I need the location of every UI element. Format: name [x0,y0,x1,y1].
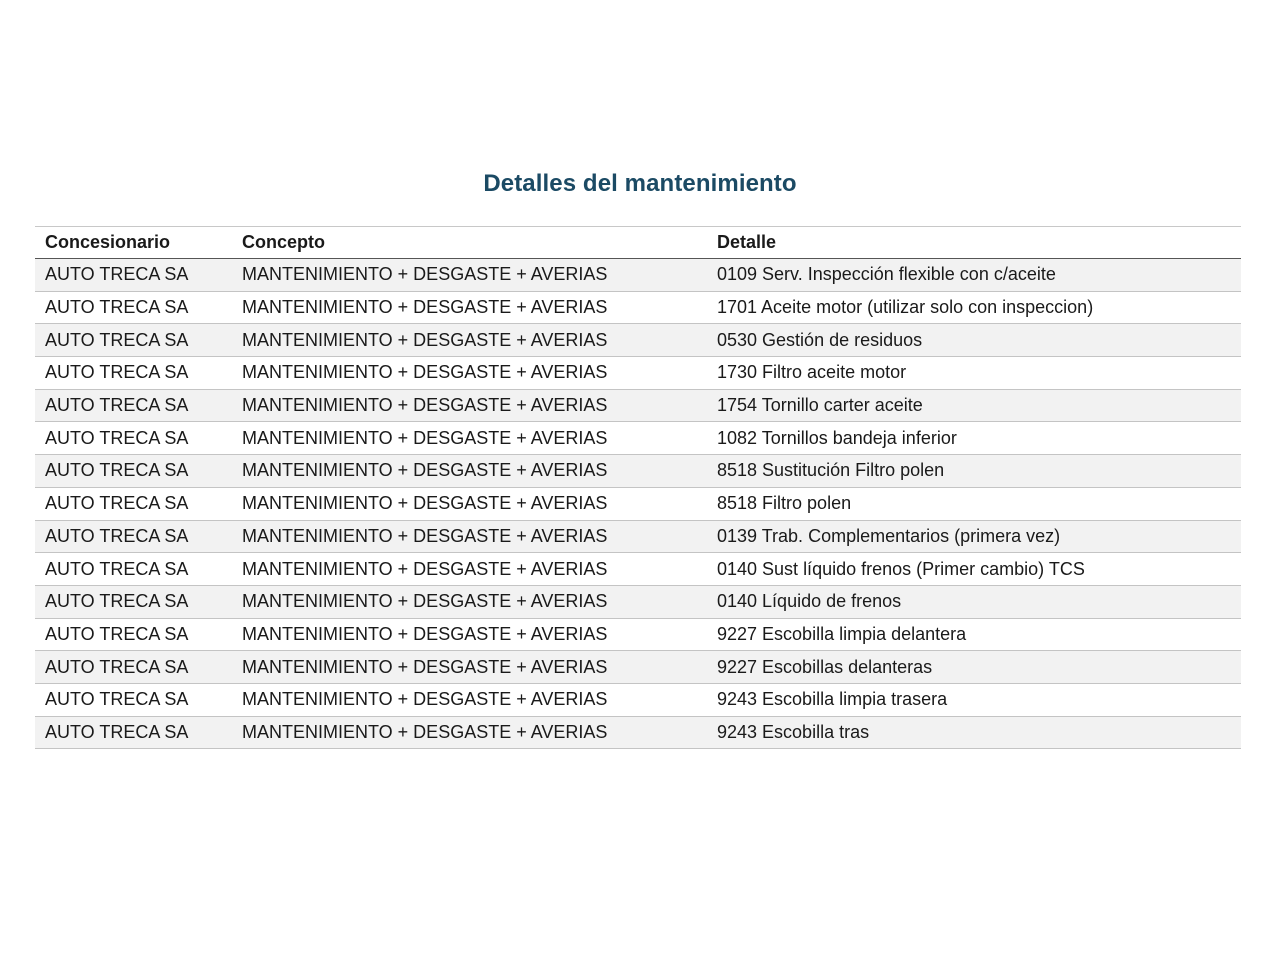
table-row [35,618,1241,651]
cell-concepto: MANTENIMIENTO + DESGASTE + AVERIAS [232,422,707,455]
table-row [35,716,1241,749]
cell-concepto: MANTENIMIENTO + DESGASTE + AVERIAS [232,683,707,716]
cell-concesionario: AUTO TRECA SA [35,422,232,455]
cell-detalle: 9227 Escobillas delanteras [707,651,1241,684]
cell-detalle: 8518 Filtro polen [707,487,1241,520]
table-row [35,520,1241,553]
cell-concepto: MANTENIMIENTO + DESGASTE + AVERIAS [232,259,707,292]
cell-concepto: MANTENIMIENTO + DESGASTE + AVERIAS [232,618,707,651]
cell-concesionario: AUTO TRECA SA [35,291,232,324]
table-header [35,227,1241,259]
table-row [35,651,1241,684]
cell-concepto: MANTENIMIENTO + DESGASTE + AVERIAS [232,291,707,324]
column-header-concepto: Concepto [232,227,707,259]
cell-detalle: 1754 Tornillo carter aceite [707,389,1241,422]
cell-detalle: 8518 Sustitución Filtro polen [707,455,1241,488]
cell-detalle: 1701 Aceite motor (utilizar solo con inspeccion) [707,291,1241,324]
cell-concesionario: AUTO TRECA SA [35,553,232,586]
table-body [35,259,1241,749]
cell-concesionario: AUTO TRECA SA [35,455,232,488]
cell-concepto: MANTENIMIENTO + DESGASTE + AVERIAS [232,716,707,749]
cell-concepto: MANTENIMIENTO + DESGASTE + AVERIAS [232,455,707,488]
cell-detalle: 9243 Escobilla tras [707,716,1241,749]
cell-concepto: MANTENIMIENTO + DESGASTE + AVERIAS [232,357,707,390]
cell-concesionario: AUTO TRECA SA [35,389,232,422]
table-row [35,487,1241,520]
table-row [35,455,1241,488]
cell-detalle: 1082 Tornillos bandeja inferior [707,422,1241,455]
table-row [35,389,1241,422]
table-row [35,357,1241,390]
table-row [35,585,1241,618]
column-header-concesionario: Concesionario [35,227,232,259]
cell-concesionario: AUTO TRECA SA [35,357,232,390]
cell-concepto: MANTENIMIENTO + DESGASTE + AVERIAS [232,553,707,586]
cell-detalle: 9227 Escobilla limpia delantera [707,618,1241,651]
table-row [35,683,1241,716]
cell-concesionario: AUTO TRECA SA [35,716,232,749]
maintenance-table [35,226,1241,749]
table-row [35,324,1241,357]
cell-concesionario: AUTO TRECA SA [35,651,232,684]
cell-concesionario: AUTO TRECA SA [35,520,232,553]
page-title: Detalles del mantenimiento [483,170,797,197]
cell-concepto: MANTENIMIENTO + DESGASTE + AVERIAS [232,651,707,684]
cell-concepto: MANTENIMIENTO + DESGASTE + AVERIAS [232,585,707,618]
cell-concesionario: AUTO TRECA SA [35,487,232,520]
column-header-detalle: Detalle [707,227,1241,259]
cell-detalle: 0109 Serv. Inspección flexible con c/aceite [707,259,1241,292]
cell-detalle: 1730 Filtro aceite motor [707,357,1241,390]
cell-concepto: MANTENIMIENTO + DESGASTE + AVERIAS [232,389,707,422]
cell-concesionario: AUTO TRECA SA [35,618,232,651]
table-header-row [35,227,1241,259]
table-row [35,422,1241,455]
cell-detalle: 0530 Gestión de residuos [707,324,1241,357]
cell-concesionario: AUTO TRECA SA [35,683,232,716]
cell-concepto: MANTENIMIENTO + DESGASTE + AVERIAS [232,487,707,520]
cell-concesionario: AUTO TRECA SA [35,585,232,618]
cell-detalle: 0140 Sust líquido frenos (Primer cambio) TCS [707,553,1241,586]
cell-detalle: 0139 Trab. Complementarios (primera vez) [707,520,1241,553]
cell-detalle: 0140 Líquido de frenos [707,585,1241,618]
cell-detalle: 9243 Escobilla limpia trasera [707,683,1241,716]
table-row [35,291,1241,324]
table-row [35,553,1241,586]
table-row [35,259,1241,292]
cell-concesionario: AUTO TRECA SA [35,324,232,357]
cell-concepto: MANTENIMIENTO + DESGASTE + AVERIAS [232,520,707,553]
cell-concesionario: AUTO TRECA SA [35,259,232,292]
cell-concepto: MANTENIMIENTO + DESGASTE + AVERIAS [232,324,707,357]
